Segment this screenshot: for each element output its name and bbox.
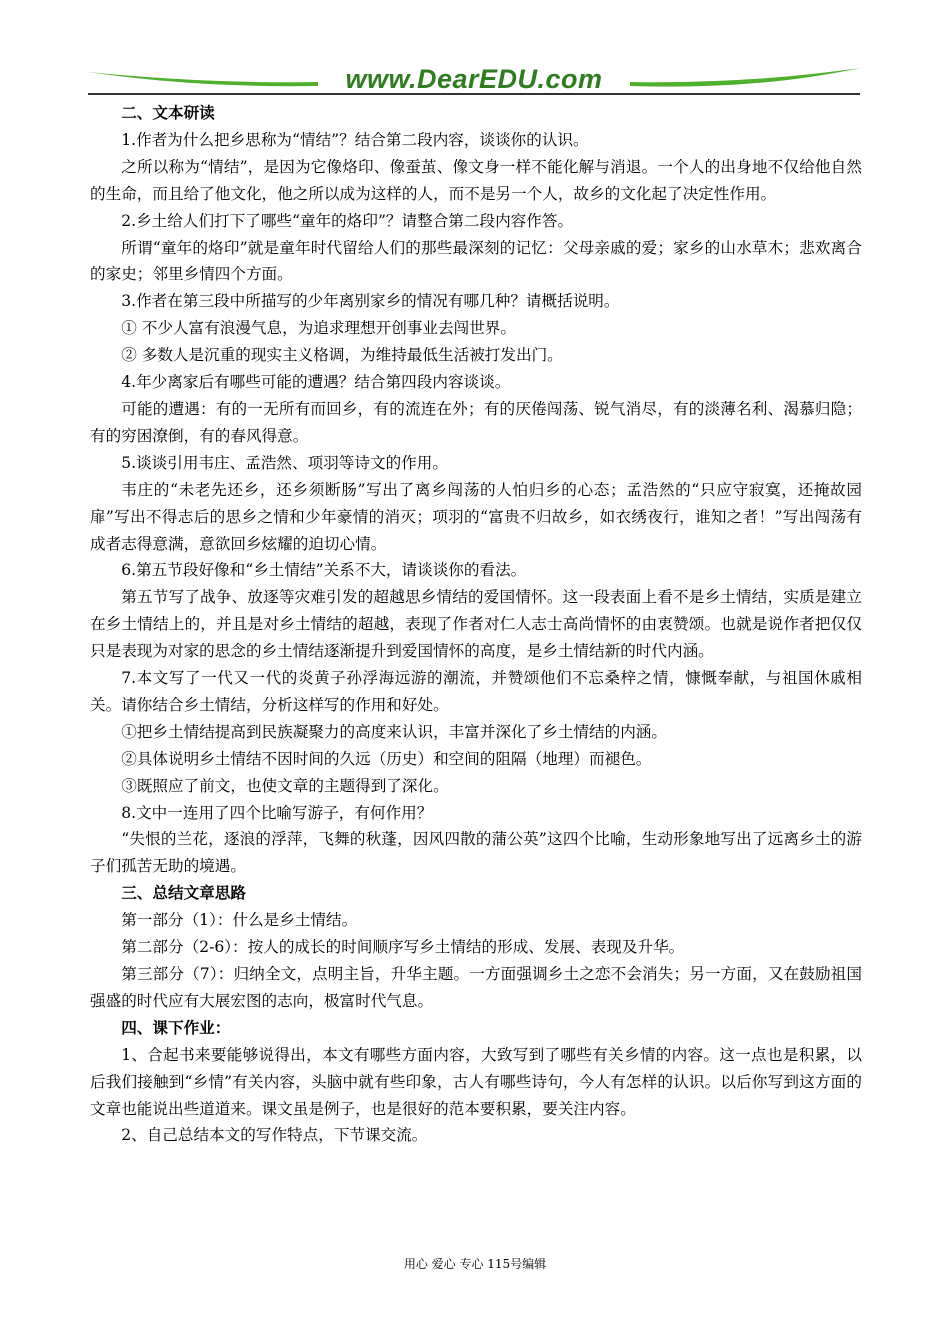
paragraph: 8.文中一连用了四个比喻写游子，有何作用？	[121, 803, 433, 822]
paragraph: ③既照应了前文，也使文章的主题得到了深化。	[121, 776, 449, 795]
paragraph: 6.第五节段好像和“乡土情结”关系不大，请谈谈你的看法。	[121, 561, 527, 580]
paragraph: 5.谈谈引用韦庄、孟浩然、项羽等诗文的作用。	[121, 453, 448, 472]
paragraph: 3.作者在第三段中所描写的少年离别家乡的情况有哪几种？请概括说明。	[121, 292, 620, 311]
paragraph: “失恨的兰花，逐浪的浮萍，飞舞的秋蓬，因风四散的蒲公英”这四个比喻，生动形象地写出了远离乡土的游子们孤苦无助的境遇。	[90, 830, 862, 876]
section-heading: 四、课下作业：	[121, 1017, 231, 1037]
paragraph: ②具体说明乡土情结不因时间的久远（历史）和空间的阻隔（地理）而褪色。	[121, 749, 652, 768]
paragraph: 第三部分（7）：归纳全文，点明主旨，升华主题。一方面强调乡土之恋不会消失；另一方面，又在鼓励祖国强盛的时代应有大展宏图的志向，极富时代气息。	[90, 965, 862, 1010]
site-header-banner	[88, 62, 860, 96]
paragraph: 2、自己总结本文的写作特点，下节课交流。	[121, 1126, 428, 1145]
paragraph: 第一部分（1）：什么是乡土情结。	[121, 911, 358, 930]
section-heading: 二、文本研读	[121, 103, 215, 122]
paragraph: 第五节写了战争、放逐等灾难引发的超越思乡情结的爱国情怀。这一段表面上看不是乡土情结，实质是建立在乡土情结上的，并且是对乡土情结的超越，表现了作者对仁人志士高尚情怀的由衷赞颂。也就是说作者把仅仅只是表现为对家的思念的乡土情结逐渐提升到爱国情怀的高度，是乡土情结新的时代内涵。	[90, 588, 862, 661]
paragraph: 1、合起书来要能够说得出，本文有哪些方面内容，大致写到了哪些有关乡情的内容。这一点也是积累，以后我们接触到“乡情”有关内容，头脑中就有些印象，古人有哪些诗句，今人有怎样的认识。以后你写到这方面的文章也能说出些道道来。课文虽是例子，也是很好的范本要积累，要关注内容。	[90, 1045, 862, 1118]
paragraph: 2.乡土给人们打下了哪些“童年的烙印”？请整合第二段内容作答。	[121, 211, 574, 230]
paragraph: 7.本文写了一代又一代的炎黄子孙浮海远游的潮流，并赞颂他们不忘桑梓之情，慷慨奉献，与祖国休戚相关。请你结合乡土情结，分析这样写的作用和好处。	[90, 669, 862, 714]
paragraph: 可能的遭遇：有的一无所有而回乡，有的流连在外；有的厌倦闯荡、锐气消尽，有的淡薄名利、渴慕归隐；有的穷困潦倒，有的春风得意。	[90, 399, 862, 445]
paragraph: ② 多数人是沉重的现实主义格调，为维持最低生活被打发出门。	[121, 346, 563, 365]
section-heading: 三、总结文章思路	[121, 883, 246, 903]
document-body	[90, 100, 862, 1149]
paragraph: 第二部分（2-6）：按人的成长的时间顺序写乡土情结的形成、发展、表现及升华。	[121, 938, 685, 957]
site-logo-text: www.DearEDU.com	[345, 64, 603, 94]
paragraph: ①把乡土情结提高到民族凝聚力的高度来认识，丰富并深化了乡土情结的内涵。	[121, 722, 667, 741]
paragraph: 1.作者为什么把乡思称为“情结”？结合第二段内容，谈谈你的认识。	[121, 130, 589, 149]
paragraph: ① 不少人富有浪漫气息，为追求理想开创事业去闯世界。	[121, 319, 516, 338]
page-footer: 用心 爱心 专心 115号编辑	[403, 1257, 547, 1271]
paragraph: 4.年少离家后有哪些可能的遭遇？结合第四段内容谈谈。	[121, 373, 511, 392]
paragraph: 所谓“童年的烙印”就是童年时代留给人们的那些最深刻的记忆：父母亲戚的爱；家乡的山水草木；悲欢离合的家史；邻里乡情四个方面。	[90, 238, 862, 284]
paragraph: 韦庄的“未老先还乡，还乡须断肠”写出了离乡闯荡的人怕归乡的心态；孟浩然的“只应守寂寞，还掩故园扉”写出不得志后的思乡之情和少年豪情的消灭；项羽的“富贵不归故乡，如衣绣夜行，谁知之者！”写出闯荡有成者志得意满，意欲回乡炫耀的迫切心情。	[90, 480, 862, 553]
paragraph: 之所以称为“情结”，是因为它像烙印、像蚕茧、像文身一样不能化解与消退。一个人的出身地不仅给他自然的生命，而且给了他文化，他之所以成为这样的人，而不是另一个人，故乡的文化起了决定性作用。	[90, 157, 862, 203]
